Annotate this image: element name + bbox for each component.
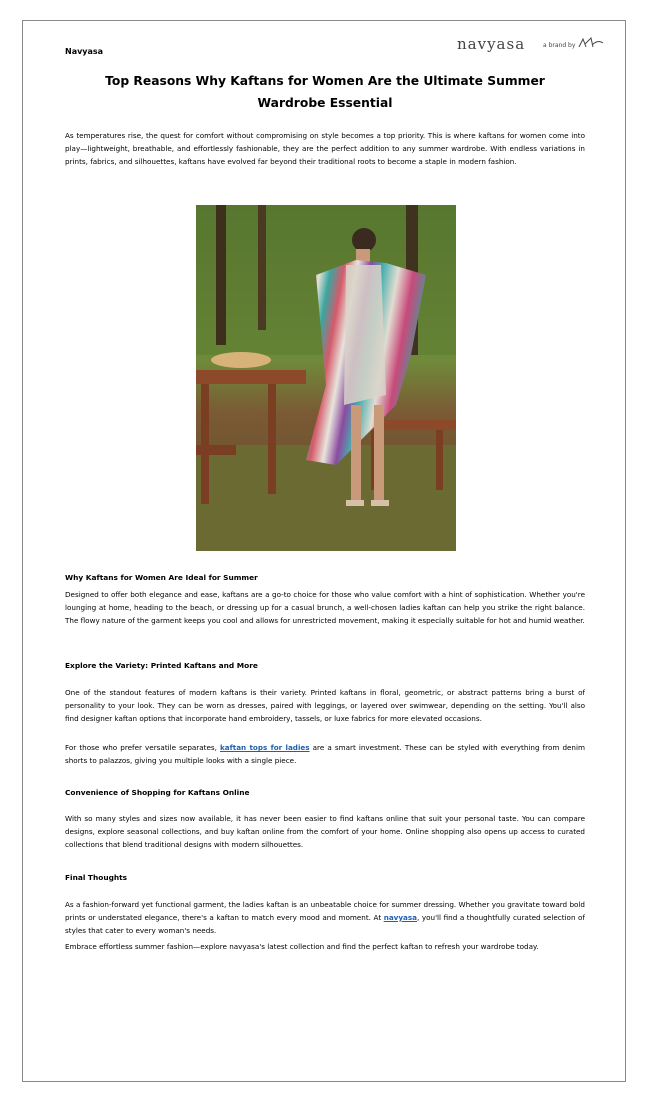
text-before-link: As a fashion-forward yet functional garment, the ladies kaftan is an unbeatable choice for summer dressing. Whether you gravitate toward bold prints or understated elegance, there's a kaftan to match every mood and moment. At: [65, 900, 585, 922]
section-heading-why-kaftans: Why Kaftans for Women Are Ideal for Summer: [65, 573, 258, 582]
logo-wordmark: navyasa: [457, 35, 526, 53]
logo-subtext: a brand by: [543, 42, 576, 49]
section-paragraph-final-2: Embrace effortless summer fashion—explore navyasa's latest collection and find the perfect kaftan to refresh your wardrobe today.: [65, 942, 539, 951]
section-paragraph-why-kaftans: Designed to offer both elegance and ease, kaftans are a go-to choice for those who value comfort with a hint of sophistication. Whether you're lounging at home, heading to the beach, or dressing up for a casual brunch, a well-chosen ladies kaftan can help you strike the right balance. The flowy nature of the garment keeps you cool and allows for unrestricted movement, making it especially suitable for hot and humid weather.: [65, 590, 585, 625]
page-title: Top Reasons Why Kaftans for Women Are the Ultimate Summer Wardrobe Essential: [105, 74, 545, 110]
document-page: [22, 20, 626, 1082]
section-heading-variety: Explore the Variety: Printed Kaftans and More: [65, 661, 258, 670]
kaftan-tops-link[interactable]: kaftan tops for ladies: [220, 743, 310, 752]
section-paragraph-final-1: [65, 899, 585, 937]
section-heading-shopping: Convenience of Shopping for Kaftans Online: [65, 788, 250, 797]
section-paragraph-shopping: With so many styles and sizes now available, it has never been easier to find kaftans online that suit your personal taste. You can compare designs, explore seasonal collections, and buy kaftan online from the comfort of your home. Online shopping also opens up access to curated collections that blend traditional designs with modern silhouettes.: [65, 814, 585, 849]
header-brand: Navyasa: [65, 47, 104, 56]
navyasa-link[interactable]: navyasa: [383, 912, 418, 922]
section-paragraph-variety: One of the standout features of modern kaftans is their variety. Printed kaftans in floral, geometric, or abstract patterns bring a burst of personality to your look. They can be worn as dresses, paired with leggings, or layered over swimwear, depending on the setting. You'll also find designer kaftan options that incorporate hand embroidery, tassels, or luxe fabrics for more elevated occasions.: [65, 688, 585, 723]
brand-logo[interactable]: [457, 35, 607, 55]
text-before-link: For those who prefer versatile separates,: [65, 743, 220, 752]
intro-paragraph: As temperatures rise, the quest for comfort without compromising on style becomes a top priority. This is where kaftans for women come into play—lightweight, breathable, and effortlessly fashionable, they are the perfect addition to any summer wardrobe. With endless variations in prints, fabrics, and silhouettes, kaftans have evolved far beyond their traditional roots to become a staple in modern fashion.: [65, 131, 585, 166]
signature-mark-icon: [577, 36, 605, 50]
section-paragraph-kaftan-tops: [65, 742, 585, 768]
section-heading-final-thoughts: Final Thoughts: [65, 873, 128, 882]
text-after-link: , you'll find a thoughtfully curated selection of styles that cater to every woman's needs.: [65, 912, 585, 935]
text-after-link: are a smart investment. These can be styled with everything from denim shorts to palazzos, giving you multiple looks with a single piece.: [65, 743, 585, 765]
kaftan-model-photo: [196, 205, 456, 551]
